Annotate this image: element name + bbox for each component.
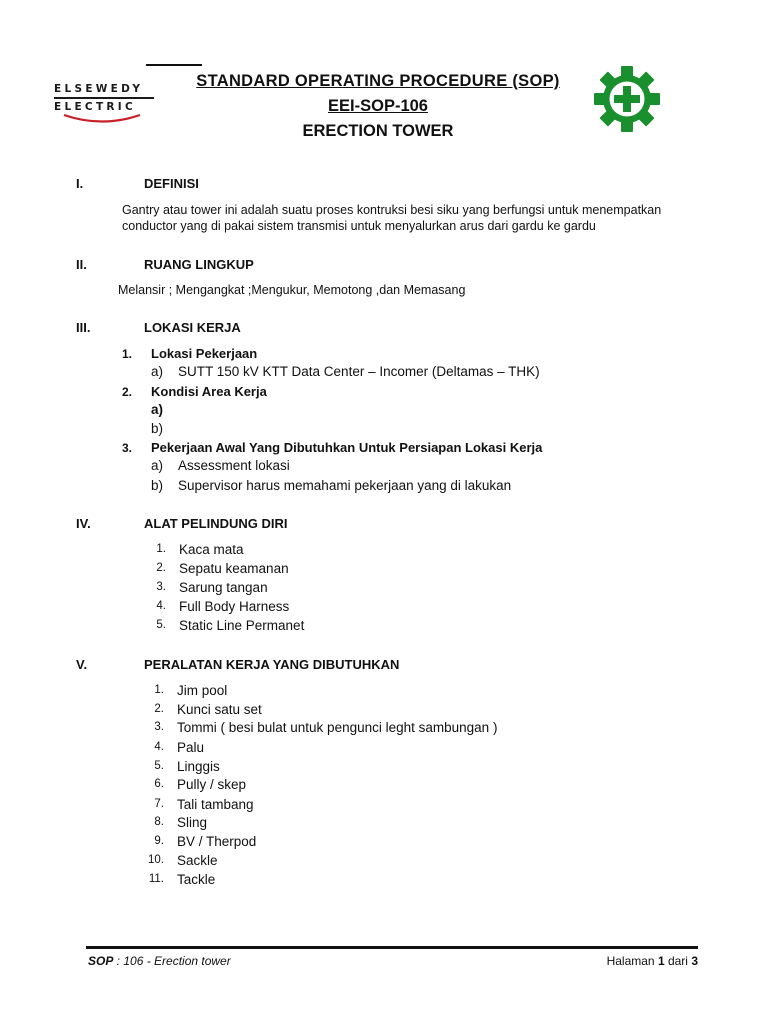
list-item-number: 5. — [156, 619, 166, 631]
section-1-number: I. — [76, 176, 84, 191]
footer-page-total: 3 — [691, 954, 698, 968]
section-3-title: LOKASI KERJA — [144, 320, 241, 335]
sub-item-letter: b) — [151, 478, 164, 493]
list-item-number: 1. — [122, 347, 133, 361]
list-item-number: 9. — [154, 835, 164, 847]
list-item-number: 3. — [154, 721, 164, 733]
list-item-number: 1. — [154, 684, 164, 696]
section-4-title: ALAT PELINDUNG DIRI — [144, 516, 288, 531]
list-item-number: 2. — [156, 562, 166, 574]
sub-item-text: Supervisor harus memahami pekerjaan yang di lakukan — [178, 478, 512, 493]
doc-code: EEI-SOP-106 — [328, 97, 428, 115]
doc-subject: ERECTION TOWER — [302, 122, 454, 140]
footer-page-number: 1 — [657, 954, 665, 968]
section-1-text-line1: Gantry atau tower ini adalah suatu proses kontruksi besi siku yang berfungsi untuk menempatkan — [122, 203, 662, 217]
list-item-text: Kaca mata — [179, 542, 244, 557]
list-item-number: 5. — [154, 760, 164, 772]
section-1-title: DEFINISI — [144, 176, 199, 191]
list-item-text: Sarung tangan — [179, 580, 268, 595]
section-2-number: II. — [76, 257, 87, 272]
list-item-text: Linggis — [177, 759, 220, 774]
list-item-text: Static Line Permanet — [179, 618, 305, 633]
footer-sop-rest: : 106 - Erection tower — [113, 954, 231, 968]
list-item-number: 8. — [154, 816, 164, 828]
sub-item-letter: a) — [151, 458, 164, 473]
logo-text-line2: ELECTRIC — [54, 101, 137, 113]
section-1-text-line2: conductor yang di pakai sistem transmisi untuk menyalurkan arus dari gardu ke gardu — [122, 219, 596, 233]
sub-item-letter: a) — [151, 364, 164, 379]
list-item-number: 3. — [156, 581, 166, 593]
company-logo — [52, 80, 160, 128]
list-item-number: 2. — [122, 385, 133, 399]
logo-swoosh-icon — [62, 112, 142, 126]
sub-item-letter: a) — [151, 402, 164, 417]
list-item-number: 3. — [122, 441, 133, 455]
section-5-title: PERALATAN KERJA YANG DIBUTUHKAN — [144, 657, 400, 672]
list-item-title: Lokasi Pekerjaan — [151, 346, 258, 361]
list-item-number: 6. — [154, 778, 164, 790]
logo-text-line1: ELSEWEDY — [54, 83, 144, 95]
list-item-number: 4. — [154, 741, 164, 753]
list-item-text: Tackle — [177, 872, 216, 887]
footer-page-info — [607, 954, 698, 968]
list-item-text: Tali tambang — [177, 797, 254, 812]
doc-title: STANDARD OPERATING PROCEDURE (SOP) — [196, 72, 560, 90]
list-item-number: 1. — [156, 543, 166, 555]
list-item-text: Jim pool — [177, 683, 228, 698]
list-item-text: Kunci satu set — [177, 702, 262, 717]
footer-page-mid: dari — [664, 954, 692, 968]
section-3-number: III. — [76, 320, 91, 335]
list-item-text: Sling — [177, 815, 208, 830]
section-4-number: IV. — [76, 516, 91, 531]
list-item-text: Pully / skep — [177, 777, 247, 792]
list-item-title: Kondisi Area Kerja — [151, 384, 267, 399]
sub-item-letter: b) — [151, 421, 164, 436]
section-5-number: V. — [76, 657, 88, 672]
footer-rule — [86, 946, 698, 949]
list-item-text: Full Body Harness — [179, 599, 290, 614]
footer-doc-ref — [88, 954, 231, 968]
section-2-title: RUANG LINGKUP — [144, 257, 254, 272]
header-top-rule — [146, 64, 202, 66]
logo-separator — [54, 97, 154, 99]
list-item-number: 2. — [154, 703, 164, 715]
footer-page-prefix: Halaman — [606, 954, 658, 968]
list-item-title: Pekerjaan Awal Yang Dibutuhkan Untuk Persiapan Lokasi Kerja — [151, 440, 543, 455]
gear-cross-icon — [594, 66, 660, 132]
list-item-number: 7. — [154, 798, 164, 810]
sub-item-text: Assessment lokasi — [178, 458, 290, 473]
list-item-text: Sackle — [177, 853, 218, 868]
list-item-text: Tommi ( besi bulat untuk pengunci leght sambungan ) — [177, 720, 498, 735]
list-item-text: Palu — [177, 740, 205, 755]
list-item-number: 4. — [156, 600, 166, 612]
list-item-text: BV / Therpod — [177, 834, 257, 849]
footer-sop-label: SOP — [88, 954, 114, 968]
sub-item-text: SUTT 150 kV KTT Data Center – Incomer (Deltamas – THK) — [178, 364, 540, 379]
list-item-text: Sepatu keamanan — [179, 561, 289, 576]
section-2-text: Melansir ; Mengangkat ;Mengukur, Memotong ,dan Memasang — [118, 283, 466, 297]
list-item-number: 10. — [148, 854, 164, 866]
list-item-number: 11. — [148, 873, 164, 885]
